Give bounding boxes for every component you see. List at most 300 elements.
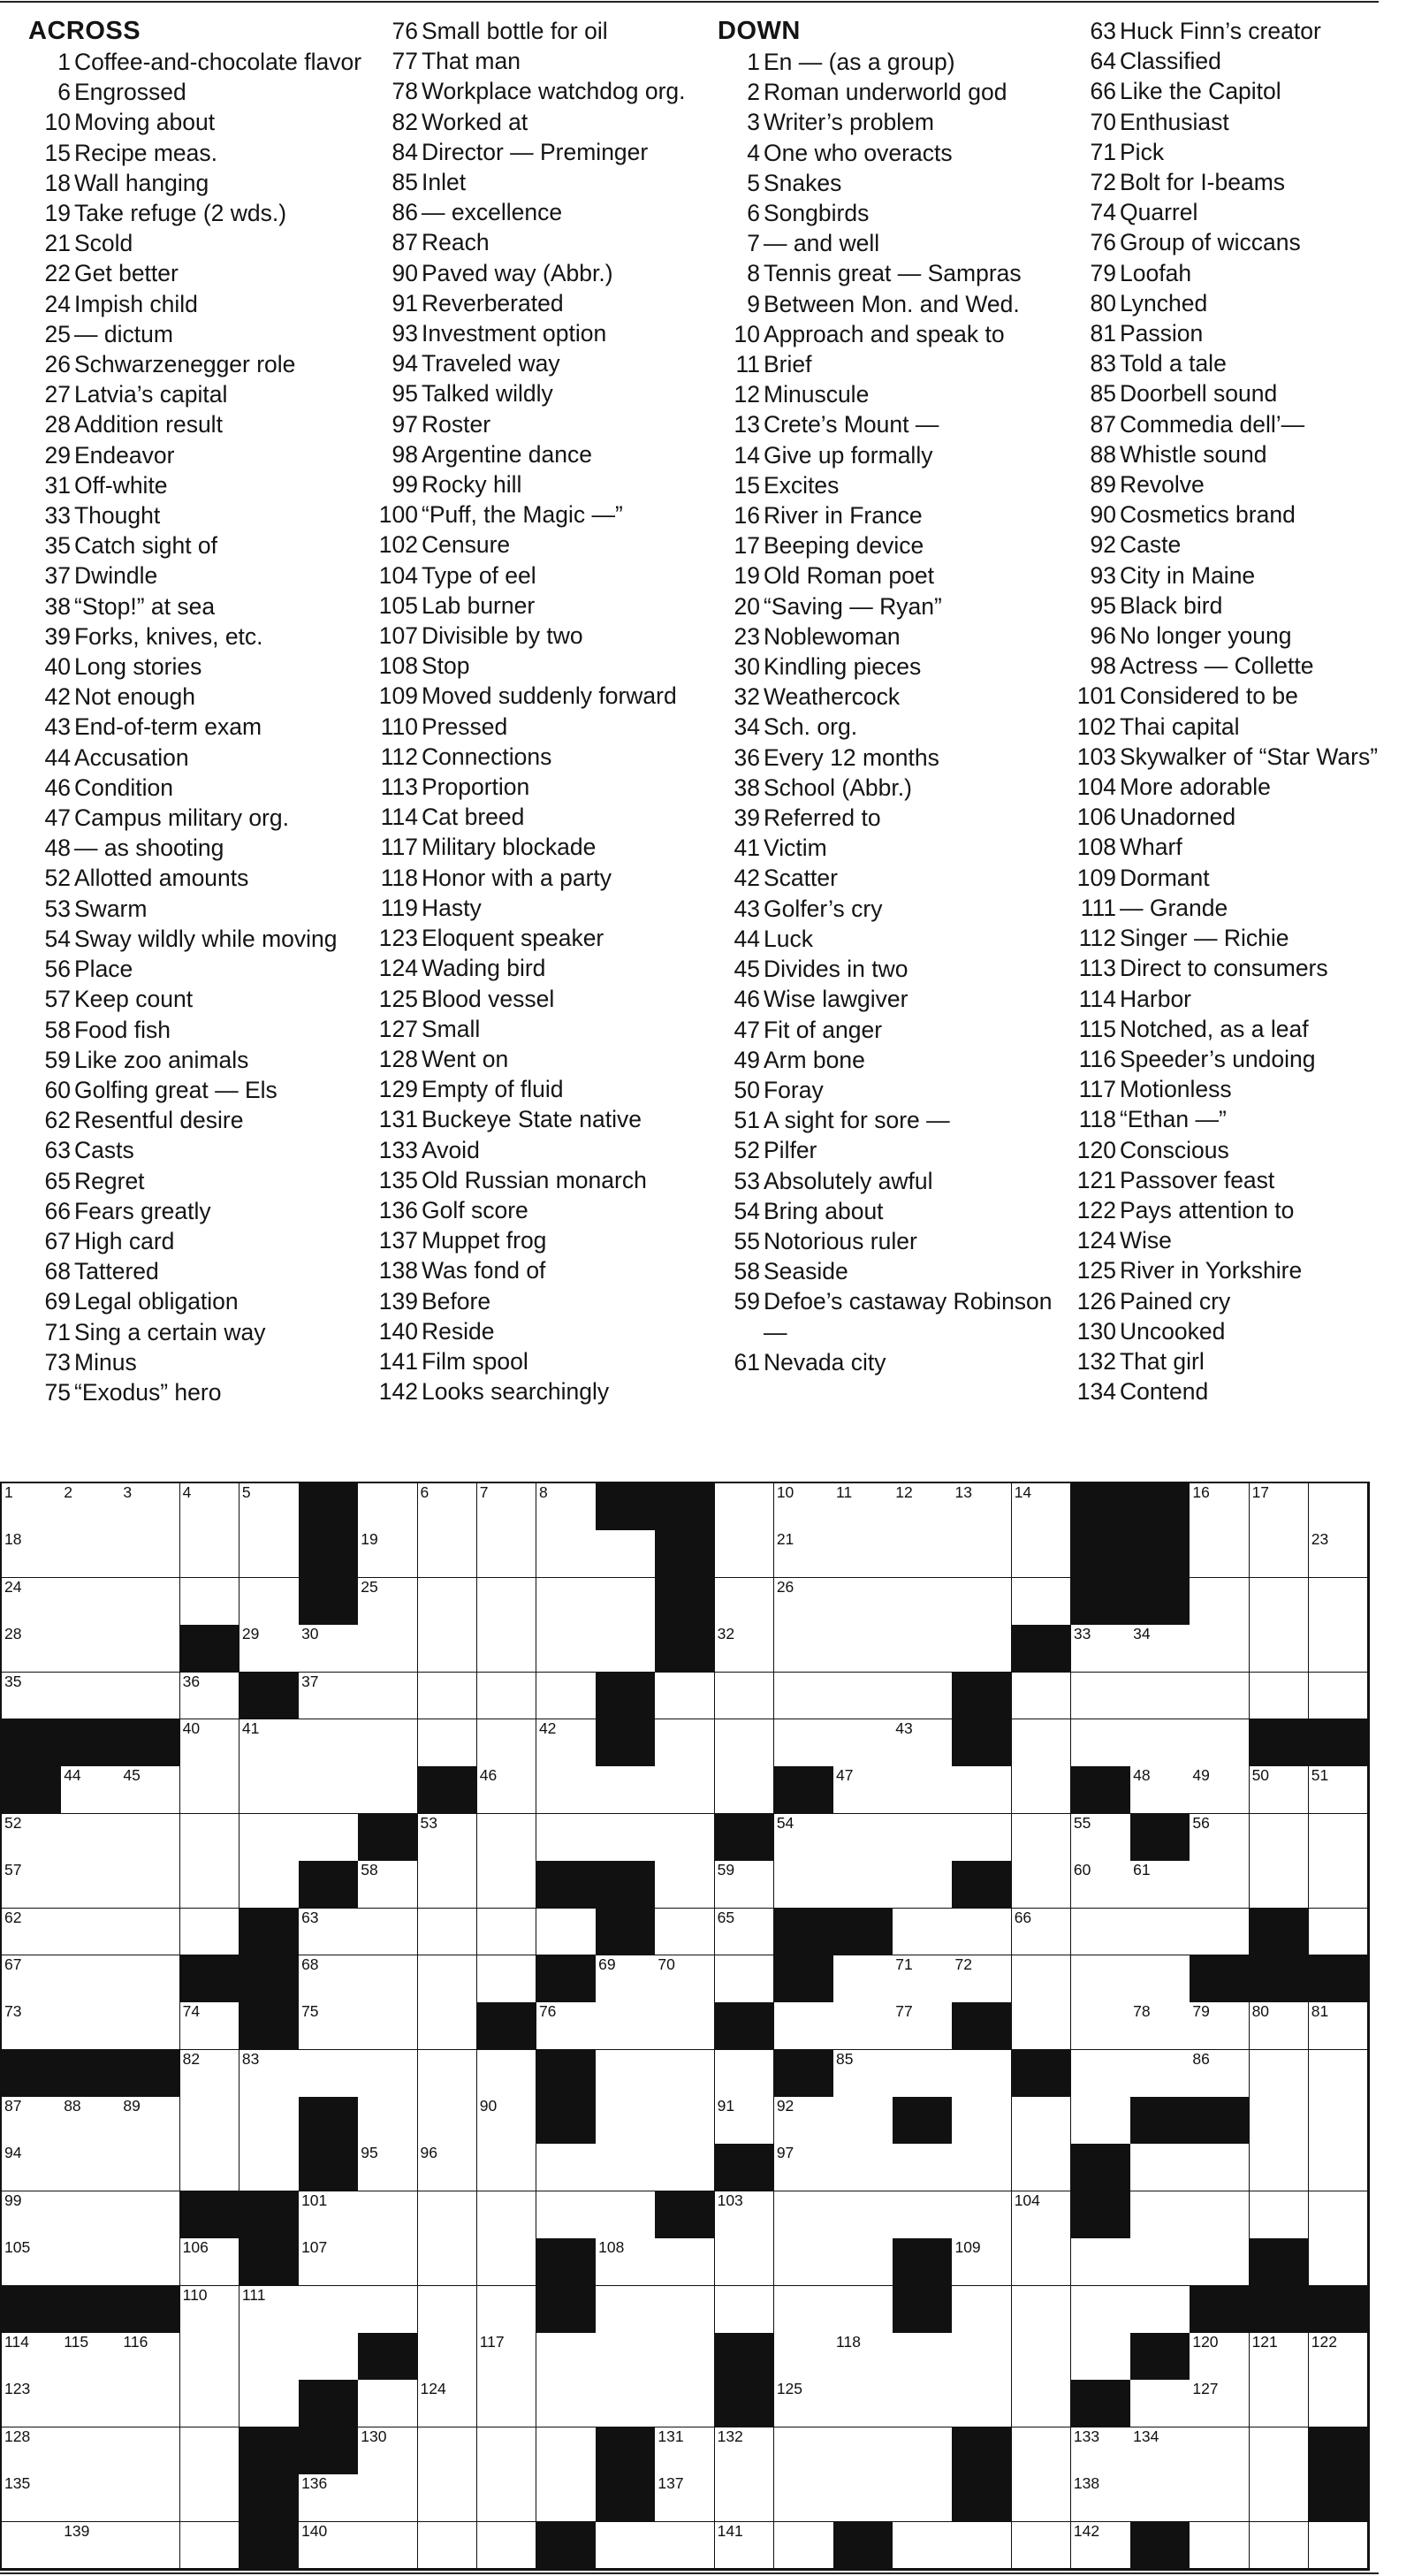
grid-cell[interactable] [1309,2097,1369,2145]
grid-cell[interactable] [2,1673,62,1720]
grid-cell[interactable] [239,1719,300,1767]
grid-cell[interactable] [774,2380,834,2427]
grid-cell[interactable] [358,2002,418,2050]
grid-cell[interactable] [418,2238,478,2286]
grid-cell[interactable] [655,1955,715,2003]
grid-cell[interactable] [1130,1673,1190,1720]
grid-cell[interactable] [655,2050,715,2098]
grid-cell[interactable] [2,1578,62,1626]
grid-cell[interactable] [833,1766,893,1814]
grid-cell[interactable] [952,2097,1012,2145]
grid-cell[interactable] [1130,2238,1190,2286]
grid-cell[interactable] [418,1578,478,1626]
grid-cell[interactable] [299,2522,359,2570]
grid-cell[interactable] [893,2427,953,2475]
grid-cell[interactable] [477,1861,537,1909]
grid-cell[interactable] [2,1483,62,1531]
grid-cell[interactable] [1309,2050,1369,2098]
grid-cell[interactable] [239,1861,300,1909]
grid-cell[interactable] [418,2333,478,2381]
grid-cell[interactable] [120,2002,180,2050]
grid-cell[interactable] [655,2144,715,2191]
grid-cell[interactable] [299,2191,359,2239]
grid-cell[interactable] [61,1861,121,1909]
grid-cell[interactable] [1250,1814,1310,1862]
grid-cell[interactable] [774,2522,834,2570]
grid-cell[interactable] [1190,1673,1250,1720]
grid-cell[interactable] [358,2380,418,2427]
grid-cell[interactable] [596,2522,656,2570]
grid-cell[interactable] [774,2333,834,2381]
grid-cell[interactable] [61,2238,121,2286]
grid-cell[interactable] [477,2427,537,2475]
grid-cell[interactable] [1190,1625,1250,1673]
grid-cell[interactable] [536,2380,597,2427]
grid-cell[interactable] [2,2191,62,2239]
grid-cell[interactable] [893,1719,953,1767]
grid-cell[interactable] [833,1814,893,1862]
grid-cell[interactable] [120,1909,180,1956]
grid-cell[interactable] [893,1814,953,1862]
grid-cell[interactable] [418,1530,478,1578]
grid-cell[interactable] [655,1673,715,1720]
grid-cell[interactable] [1250,1861,1310,1909]
grid-cell[interactable] [477,2380,537,2427]
grid-cell[interactable] [1309,1673,1369,1720]
grid-cell[interactable] [1071,2238,1131,2286]
grid-cell[interactable] [358,1673,418,1720]
grid-cell[interactable] [1309,1766,1369,1814]
grid-cell[interactable] [2,1530,62,1578]
grid-cell[interactable] [715,2522,775,2570]
grid-cell[interactable] [774,1578,834,1626]
grid-cell[interactable] [655,1909,715,1956]
grid-cell[interactable] [715,2097,775,2145]
grid-cell[interactable] [833,2286,893,2334]
grid-cell[interactable] [596,2380,656,2427]
grid-cell[interactable] [1012,2474,1072,2522]
grid-cell[interactable] [596,2238,656,2286]
grid-cell[interactable] [180,2002,240,2050]
grid-cell[interactable] [2,2097,62,2145]
grid-cell[interactable] [180,1578,240,1626]
grid-cell[interactable] [1071,2522,1131,2570]
grid-cell[interactable] [61,2191,121,2239]
grid-cell[interactable] [1309,1861,1369,1909]
grid-cell[interactable] [2,2002,62,2050]
grid-cell[interactable] [239,2333,300,2381]
grid-cell[interactable] [596,1955,656,2003]
grid-cell[interactable] [180,2522,240,2570]
grid-cell[interactable] [833,2144,893,2191]
grid-cell[interactable] [358,2191,418,2239]
grid-cell[interactable] [358,1530,418,1578]
grid-cell[interactable] [418,1955,478,2003]
grid-cell[interactable] [1309,2380,1369,2427]
grid-cell[interactable] [655,2380,715,2427]
grid-cell[interactable] [418,2522,478,2570]
grid-cell[interactable] [833,2380,893,2427]
grid-cell[interactable] [1130,2191,1190,2239]
grid-cell[interactable] [477,2097,537,2145]
grid-cell[interactable] [358,2474,418,2522]
grid-cell[interactable] [655,1719,715,1767]
grid-cell[interactable] [655,1766,715,1814]
grid-cell[interactable] [299,1625,359,1673]
grid-cell[interactable] [61,1483,121,1531]
grid-cell[interactable] [1190,1861,1250,1909]
grid-cell[interactable] [1190,2144,1250,2191]
grid-cell[interactable] [418,2286,478,2334]
grid-cell[interactable] [418,2380,478,2427]
grid-cell[interactable] [477,1719,537,1767]
grid-cell[interactable] [536,1909,597,1956]
grid-cell[interactable] [715,1909,775,1956]
grid-cell[interactable] [358,2097,418,2145]
grid-cell[interactable] [1309,2333,1369,2381]
grid-cell[interactable] [418,2097,478,2145]
grid-cell[interactable] [477,2144,537,2191]
grid-cell[interactable] [239,1530,300,1578]
grid-cell[interactable] [1071,2286,1131,2334]
grid-cell[interactable] [893,1578,953,1626]
grid-cell[interactable] [61,1578,121,1626]
grid-cell[interactable] [1190,2427,1250,2475]
grid-cell[interactable] [358,2522,418,2570]
grid-cell[interactable] [120,2191,180,2239]
grid-cell[interactable] [715,1625,775,1673]
grid-cell[interactable] [1250,1530,1310,1578]
grid-cell[interactable] [715,2286,775,2334]
grid-cell[interactable] [536,2427,597,2475]
grid-cell[interactable] [715,2238,775,2286]
grid-cell[interactable] [120,1483,180,1531]
grid-cell[interactable] [61,1955,121,2003]
grid-cell[interactable] [952,2050,1012,2098]
grid-cell[interactable] [2,1814,62,1862]
grid-cell[interactable] [477,1530,537,1578]
grid-cell[interactable] [2,2333,62,2381]
grid-cell[interactable] [1130,2002,1190,2050]
grid-cell[interactable] [1309,1483,1369,1531]
grid-cell[interactable] [833,2050,893,2098]
grid-cell[interactable] [418,1814,478,1862]
grid-cell[interactable] [180,2380,240,2427]
grid-cell[interactable] [299,1719,359,1767]
grid-cell[interactable] [1012,2097,1072,2145]
grid-cell[interactable] [358,1909,418,1956]
grid-cell[interactable] [1012,2286,1072,2334]
grid-cell[interactable] [1190,2191,1250,2239]
grid-cell[interactable] [952,2191,1012,2239]
grid-cell[interactable] [358,1955,418,2003]
grid-cell[interactable] [120,2097,180,2145]
grid-cell[interactable] [596,2286,656,2334]
grid-cell[interactable] [1130,2286,1190,2334]
grid-cell[interactable] [952,1955,1012,2003]
grid-cell[interactable] [833,1625,893,1673]
grid-cell[interactable] [893,1861,953,1909]
grid-cell[interactable] [120,2144,180,2191]
grid-cell[interactable] [1190,1530,1250,1578]
grid-cell[interactable] [120,2427,180,2475]
grid-cell[interactable] [61,1766,121,1814]
grid-cell[interactable] [1250,2191,1310,2239]
grid-cell[interactable] [477,2522,537,2570]
grid-cell[interactable] [952,1814,1012,1862]
grid-cell[interactable] [299,2333,359,2381]
grid-cell[interactable] [2,2427,62,2475]
grid-cell[interactable] [1190,2238,1250,2286]
grid-cell[interactable] [477,1909,537,1956]
grid-cell[interactable] [477,2474,537,2522]
grid-cell[interactable] [1071,2333,1131,2381]
grid-cell[interactable] [1071,1673,1131,1720]
grid-cell[interactable] [1250,2522,1310,2570]
grid-cell[interactable] [1190,1719,1250,1767]
grid-cell[interactable] [893,1909,953,1956]
grid-cell[interactable] [893,1673,953,1720]
grid-cell[interactable] [1190,2380,1250,2427]
grid-cell[interactable] [61,1530,121,1578]
grid-cell[interactable] [1071,2474,1131,2522]
grid-cell[interactable] [1130,2474,1190,2522]
grid-cell[interactable] [299,2474,359,2522]
grid-cell[interactable] [2,2474,62,2522]
grid-cell[interactable] [1012,2333,1072,2381]
grid-cell[interactable] [239,1814,300,1862]
grid-cell[interactable] [477,1955,537,2003]
grid-cell[interactable] [1071,1955,1131,2003]
grid-cell[interactable] [655,2427,715,2475]
grid-cell[interactable] [1130,2427,1190,2475]
grid-cell[interactable] [655,2522,715,2570]
grid-cell[interactable] [536,1578,597,1626]
grid-cell[interactable] [774,1719,834,1767]
grid-cell[interactable] [358,1483,418,1531]
grid-cell[interactable] [477,1578,537,1626]
grid-cell[interactable] [952,2522,1012,2570]
grid-cell[interactable] [715,1861,775,1909]
grid-cell[interactable] [477,1483,537,1531]
grid-cell[interactable] [358,2427,418,2475]
grid-cell[interactable] [299,2050,359,2098]
grid-cell[interactable] [1309,1578,1369,1626]
grid-cell[interactable] [180,2427,240,2475]
grid-cell[interactable] [61,2427,121,2475]
grid-cell[interactable] [1190,1578,1250,1626]
grid-cell[interactable] [833,1483,893,1531]
grid-cell[interactable] [2,2144,62,2191]
grid-cell[interactable] [596,1766,656,1814]
grid-cell[interactable] [596,1578,656,1626]
grid-cell[interactable] [239,1625,300,1673]
grid-cell[interactable] [61,2522,121,2570]
grid-cell[interactable] [299,2238,359,2286]
grid-cell[interactable] [715,1955,775,2003]
grid-cell[interactable] [477,1814,537,1862]
grid-cell[interactable] [952,1483,1012,1531]
grid-cell[interactable] [120,2474,180,2522]
grid-cell[interactable] [477,1673,537,1720]
grid-cell[interactable] [774,2286,834,2334]
grid-cell[interactable] [893,2474,953,2522]
grid-cell[interactable] [2,2522,62,2570]
grid-cell[interactable] [1130,1719,1190,1767]
grid-cell[interactable] [952,1625,1012,1673]
grid-cell[interactable] [418,1673,478,1720]
grid-cell[interactable] [833,1719,893,1767]
grid-cell[interactable] [1012,1530,1072,1578]
grid-cell[interactable] [358,1861,418,1909]
grid-cell[interactable] [833,2427,893,2475]
grid-cell[interactable] [61,2002,121,2050]
grid-cell[interactable] [1250,2050,1310,2098]
grid-cell[interactable] [477,2333,537,2381]
grid-cell[interactable] [418,1861,478,1909]
grid-cell[interactable] [1071,1625,1131,1673]
grid-cell[interactable] [418,1719,478,1767]
grid-cell[interactable] [1012,2380,1072,2427]
grid-cell[interactable] [774,2097,834,2145]
grid-cell[interactable] [1309,2522,1369,2570]
grid-cell[interactable] [358,2050,418,2098]
grid-cell[interactable] [1071,1861,1131,1909]
grid-cell[interactable] [418,2050,478,2098]
grid-cell[interactable] [893,2144,953,2191]
grid-cell[interactable] [1130,1955,1190,2003]
grid-cell[interactable] [120,2238,180,2286]
grid-cell[interactable] [774,1483,834,1531]
grid-cell[interactable] [952,2286,1012,2334]
grid-cell[interactable] [180,2238,240,2286]
grid-cell[interactable] [1130,2050,1190,2098]
grid-cell[interactable] [1071,2050,1131,2098]
grid-cell[interactable] [893,2002,953,2050]
grid-cell[interactable] [536,1483,597,1531]
grid-cell[interactable] [299,2286,359,2334]
grid-cell[interactable] [655,2474,715,2522]
grid-cell[interactable] [418,1909,478,1956]
grid-cell[interactable] [715,1719,775,1767]
grid-cell[interactable] [655,2097,715,2145]
grid-cell[interactable] [774,2191,834,2239]
grid-cell[interactable] [893,2522,953,2570]
grid-cell[interactable] [1012,1766,1072,1814]
grid-cell[interactable] [239,1766,300,1814]
grid-cell[interactable] [536,1673,597,1720]
grid-cell[interactable] [120,2333,180,2381]
grid-cell[interactable] [239,2380,300,2427]
grid-cell[interactable] [1309,1625,1369,1673]
grid-cell[interactable] [1250,1673,1310,1720]
grid-cell[interactable] [358,1578,418,1626]
grid-cell[interactable] [1012,2238,1072,2286]
grid-cell[interactable] [1309,2238,1369,2286]
grid-cell[interactable] [1012,1483,1072,1531]
grid-cell[interactable] [1012,2427,1072,2475]
grid-cell[interactable] [1012,1578,1072,1626]
grid-cell[interactable] [655,2286,715,2334]
grid-cell[interactable] [299,1955,359,2003]
grid-cell[interactable] [596,1814,656,1862]
grid-cell[interactable] [239,1483,300,1531]
grid-cell[interactable] [1250,2002,1310,2050]
grid-cell[interactable] [1190,1909,1250,1956]
grid-cell[interactable] [655,2238,715,2286]
grid-cell[interactable] [358,1766,418,1814]
grid-cell[interactable] [239,2097,300,2145]
grid-cell[interactable] [1190,1814,1250,1862]
grid-cell[interactable] [477,1625,537,1673]
grid-cell[interactable] [774,1814,834,1862]
grid-cell[interactable] [239,2050,300,2098]
grid-cell[interactable] [952,2144,1012,2191]
grid-cell[interactable] [1130,1909,1190,1956]
grid-cell[interactable] [655,1814,715,1862]
grid-cell[interactable] [418,2474,478,2522]
grid-cell[interactable] [477,2286,537,2334]
grid-cell[interactable] [418,1625,478,1673]
grid-cell[interactable] [952,1766,1012,1814]
grid-cell[interactable] [61,2474,121,2522]
grid-cell[interactable] [239,2144,300,2191]
grid-cell[interactable] [833,2333,893,2381]
grid-cell[interactable] [1012,1814,1072,1862]
grid-cell[interactable] [299,1766,359,1814]
grid-cell[interactable] [358,1625,418,1673]
grid-cell[interactable] [1250,2097,1310,2145]
grid-cell[interactable] [536,2002,597,2050]
grid-cell[interactable] [1250,2474,1310,2522]
grid-cell[interactable] [2,2380,62,2427]
grid-cell[interactable] [418,2144,478,2191]
grid-cell[interactable] [893,2191,953,2239]
grid-cell[interactable] [180,1861,240,1909]
grid-cell[interactable] [1012,1955,1072,2003]
grid-cell[interactable] [1190,2050,1250,2098]
grid-cell[interactable] [1012,2002,1072,2050]
grid-cell[interactable] [833,1955,893,2003]
grid-cell[interactable] [536,2474,597,2522]
grid-cell[interactable] [299,1814,359,1862]
grid-cell[interactable] [1012,2191,1072,2239]
grid-cell[interactable] [1309,2191,1369,2239]
grid-cell[interactable] [893,1530,953,1578]
grid-cell[interactable] [1071,1814,1131,1862]
grid-cell[interactable] [418,2002,478,2050]
grid-cell[interactable] [1071,1719,1131,1767]
grid-cell[interactable] [596,1530,656,1578]
grid-cell[interactable] [952,2333,1012,2381]
grid-cell[interactable] [120,1625,180,1673]
grid-cell[interactable] [536,1766,597,1814]
grid-cell[interactable] [1309,1814,1369,1862]
grid-cell[interactable] [1190,2522,1250,2570]
grid-cell[interactable] [715,1766,775,1814]
grid-cell[interactable] [477,1766,537,1814]
grid-cell[interactable] [61,1814,121,1862]
grid-cell[interactable] [715,2050,775,2098]
grid-cell[interactable] [120,1530,180,1578]
grid-cell[interactable] [715,1483,775,1531]
grid-cell[interactable] [774,2474,834,2522]
grid-cell[interactable] [1190,1766,1250,1814]
grid-cell[interactable] [477,2050,537,2098]
grid-cell[interactable] [180,1483,240,1531]
grid-cell[interactable] [120,1955,180,2003]
grid-cell[interactable] [596,2191,656,2239]
